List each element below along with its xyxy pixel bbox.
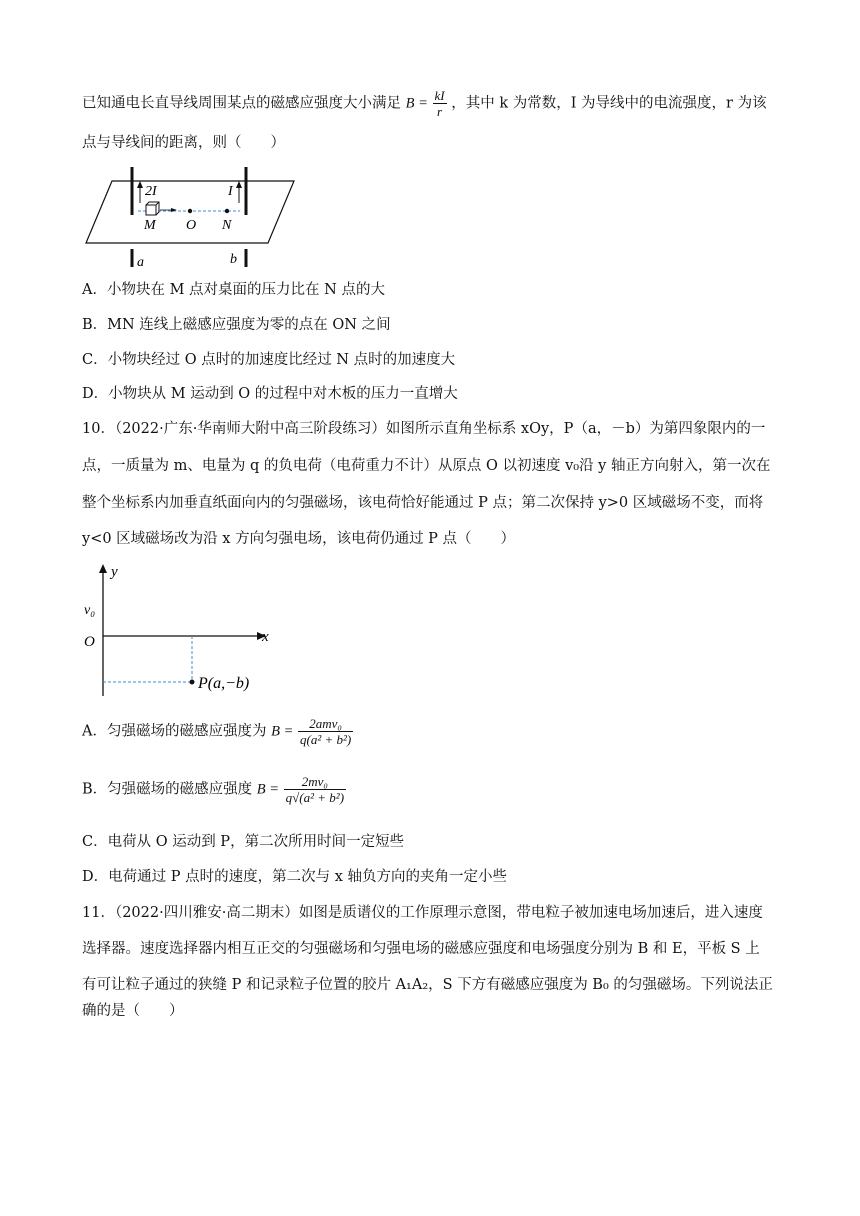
q10-option-b-lhs: B = — [256, 781, 280, 798]
point-o — [188, 209, 192, 213]
label-wire-b: b — [230, 252, 237, 267]
q10-line-1: 10．（2022·广东·华南师大附中高三阶段练习）如图所示直角坐标系 xOy，P（a，－b）为第四象限内的一 — [82, 421, 766, 437]
q10-line-2: 点，一质量为 m、电量为 q 的负电荷（电荷重力不计）从原点 O 以初速度 v₀沿 y 轴正方向射入，第一次在 — [82, 458, 771, 474]
formula-lhs: B = — [405, 95, 428, 112]
intro-text-a: 已知通电长直导线周围某点的磁感应强度大小满足 — [82, 95, 401, 112]
q11-line-2: 选择器。速度选择器内相互正交的匀强磁场和匀强电场的磁感应强度和电场强度分别为 B 和 E，平板 S 上 — [82, 941, 760, 957]
point-p — [190, 680, 195, 685]
intro-line-1 — [82, 88, 782, 119]
q9-option-b: B．MN 连线上磁感应强度为零的点在 ON 之间 — [82, 317, 391, 333]
current-arrowhead-b — [236, 181, 242, 188]
small-block — [146, 205, 156, 215]
q10-option-b — [82, 774, 346, 805]
formula-fraction — [433, 88, 447, 119]
q9-option-c: C．小物块经过 O 点时的加速度比经过 N 点时的加速度大 — [82, 352, 456, 368]
q10-option-b-numerator: 2mv₀ — [284, 774, 346, 790]
q10-option-a-text: A．匀强磁场的磁感应强度为 — [82, 723, 267, 740]
q10-option-a-lhs: B = — [271, 723, 294, 740]
point-n — [225, 209, 229, 213]
q10-option-b-denominator: q√(a² + b²) — [285, 790, 345, 805]
q10-option-c: C．电荷从 O 运动到 P，第二次所用时间一定短些 — [82, 834, 405, 850]
label-o: O — [186, 218, 197, 233]
q10-option-a-numerator: 2amv₀ — [298, 716, 353, 732]
q10-option-b-fraction — [284, 774, 346, 805]
current-arrowhead-a — [137, 181, 143, 188]
q10-line-3: 整个坐标系内加垂直纸面向内的匀强磁场，该电荷恰好能通过 P 点；第二次保持 y>0 区域磁场不变，而将 — [82, 495, 764, 511]
q11-line-3: 有可让粒子通过的狭缝 P 和记录粒子位置的胶片 A₁A₂，S 下方有磁感应强度为 B₀ 的匀强磁场。下列说法正 — [82, 977, 773, 993]
v0-label: v₀ — [84, 603, 96, 618]
q10-option-a-fraction — [298, 716, 353, 747]
figure-coordinate-system — [82, 560, 292, 702]
q10-option-a-denominator: q(a² + b²) — [299, 732, 352, 747]
q10-option-d: D．电荷通过 P 点时的速度，第二次与 x 轴负方向的夹角一定小些 — [82, 869, 507, 885]
formula-denominator: r — [437, 104, 443, 119]
q10-option-b-text: B．匀强磁场的磁感应强度 — [82, 781, 253, 798]
x-axis-label: x — [262, 629, 269, 645]
current-label-a: 2I — [145, 184, 157, 199]
q9-option-d: D．小物块从 M 运动到 O 的过程中对木板的压力一直增大 — [82, 386, 458, 402]
point-p-label: P(a,−b) — [198, 675, 250, 692]
q9-option-a: A．小物块在 M 点对桌面的压力比在 N 点的大 — [82, 282, 385, 298]
label-n: N — [222, 218, 232, 233]
y-axis-arrow — [99, 564, 107, 573]
q10-line-4: y<0 区域磁场改为沿 x 方向匀强电场，该电荷仍通过 P 点（ ） — [82, 531, 516, 547]
label-wire-a: a — [137, 255, 144, 270]
formula-numerator: kI — [434, 88, 445, 103]
q11-line-4: 确的是（ ） — [82, 1003, 184, 1019]
intro-text-b: ，其中 k 为常数，I 为导线中的电流强度，r 为该 — [451, 95, 767, 112]
intro-line-2: 点与导线间的距离，则（ ） — [82, 135, 285, 151]
y-axis-label: y — [111, 564, 118, 580]
current-label-b: I — [228, 184, 233, 199]
label-m: M — [144, 218, 156, 233]
q11-line-1: 11．（2022·四川雅安·高二期末）如图是质谱仪的工作原理示意图，带电粒子被加速电场加速后，进入速度 — [82, 905, 763, 921]
q10-option-a — [82, 716, 353, 747]
figure-wires-board — [82, 163, 302, 271]
origin-label: O — [84, 634, 95, 650]
